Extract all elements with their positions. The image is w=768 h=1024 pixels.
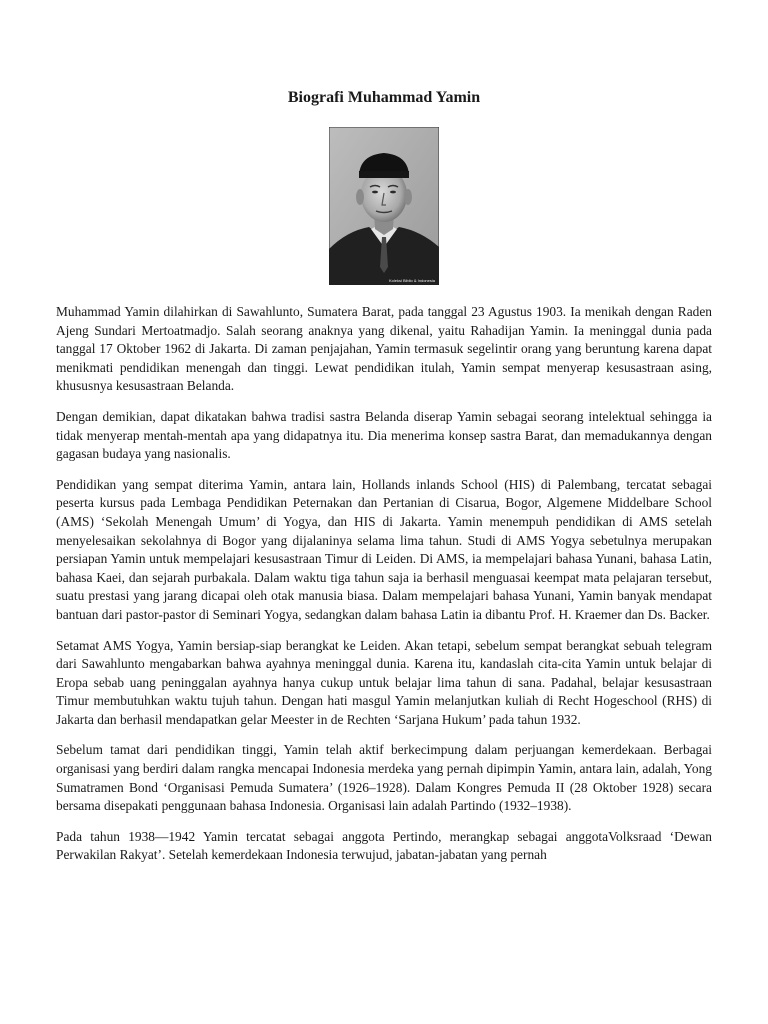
paragraph-1: Muhammad Yamin dilahirkan di Sawahlunto, Sumatera Barat, pada tanggal 23 Agustus 1903. Ia menikah dengan Raden Ajeng Sundari Mertoatmadjo. Salah seorang anaknya yang dikenal, yaitu Rahadijan Yamin. Ia meninggal dunia pada tanggal 17 Oktober 1962 di Jakarta. Di zaman penjajahan, Yamin termasuk segelintir orang yang beruntung karena dapat menikmati pendidikan menengah dan tinggi. Lewat pendidikan itulah, Yamin sempat menyerap kesusastraan asing, khususnya kesusastraan Belanda. bbox=[56, 304, 712, 394]
document-body bbox=[56, 303, 712, 865]
photo-caption: Koleksi Biblio & Indonesia bbox=[388, 278, 435, 283]
portrait-image bbox=[329, 127, 439, 285]
document-page bbox=[56, 0, 712, 1024]
document-title: Biografi Muhammad Yamin bbox=[287, 89, 481, 106]
paragraph-5: Sebelum tamat dari pendidikan tinggi, Yamin telah aktif berkecimpung dalam perjuangan kemerdekaan. Berbagai organisasi yang berdiri dalam rangka mencapai Indonesia merdeka yang pernah dipimpin Yamin, antara lain, adalah, Yong Sumatramen Bond ‘Organisasi Pemuda Sumatera’ (1926–1928). Dalam Kongres Pemuda II (28 Oktober 1928) secara bersama disepakati penggunaan bahasa Indonesia. Organisasi lain adalah Partindo (1932–1938). bbox=[56, 742, 712, 814]
portrait-photo bbox=[329, 127, 439, 285]
paragraph-4: Setamat AMS Yogya, Yamin bersiap-siap berangkat ke Leiden. Akan tetapi, sebelum sempat berangkat sebuah telegram dari Sawahlunto mengabarkan bahwa ayahnya meninggal dunia. Karena itu, kandaslah cita-cita Yamin untuk belajar di Eropa sebab uang peninggalan ayahnya hanya cukup untuk belajar lima tahun di sana. Padahal, belajar kesusastraan Timur membutuhkan waktu tujuh tahun. Dengan hati masgul Yamin melanjutkan kuliah di Recht Hogeschool (RHS) di Jakarta dan berhasil mendapatkan gelar Meester in de Rechten ‘Sarjana Hukum’ pada tahun 1932. bbox=[56, 637, 712, 727]
paragraph-3: Pendidikan yang sempat diterima Yamin, antara lain, Hollands inlands School (HIS) di Palembang, tercatat sebagai peserta kursus pada Lembaga Pendidikan Peternakan dan Pertanian di Cisarua, Bogor, Algemene Middelbare School (AMS) ‘Sekolah Menengah Umum’ di Yogya, dan HIS di Jakarta. Yamin menempuh pendidikan di AMS setelah menyelesaikan sekolahnya di Bogor yang dijalaninya selama lima tahun. Studi di AMS Yogya sebetulnya merupakan persiapan Yamin untuk mempelajari kesusastraan Timur di Leiden. Di AMS, ia mempelajari bahasa Yunani, bahasa Latin, bahasa Kaei, dan sejarah purbakala. Dalam waktu tiga tahun saja ia berhasil menguasai keempat mata pelajaran tersebut, suatu prestasi yang jarang dicapai oleh otak manusia biasa. Dalam mempelajari bahasa Yunani, Yamin banyak mendapat bantuan dari pastor-pastor di Seminari Yogya, sedangkan dalam bahasa Latin ia dibantu Prof. H. Kraemer dan Ds. Backer. bbox=[56, 476, 712, 622]
paragraph-2: Dengan demikian, dapat dikatakan bahwa tradisi sastra Belanda diserap Yamin sebagai seorang intelektual sehingga ia tidak menyerap mentah-mentah apa yang didapatnya itu. Dia menerima konsep sastra Barat, dan memadukannya dengan gagasan budaya yang nasionalis. bbox=[56, 408, 712, 462]
paragraph-6: Pada tahun 1938—1942 Yamin tercatat sebagai anggota Pertindo, merangkap sebagai anggotaVolksraad ‘Dewan Perwakilan Rakyat’. Setelah kemerdekaan Indonesia terwujud, jabatan-jabatan yang pernah bbox=[56, 828, 712, 863]
